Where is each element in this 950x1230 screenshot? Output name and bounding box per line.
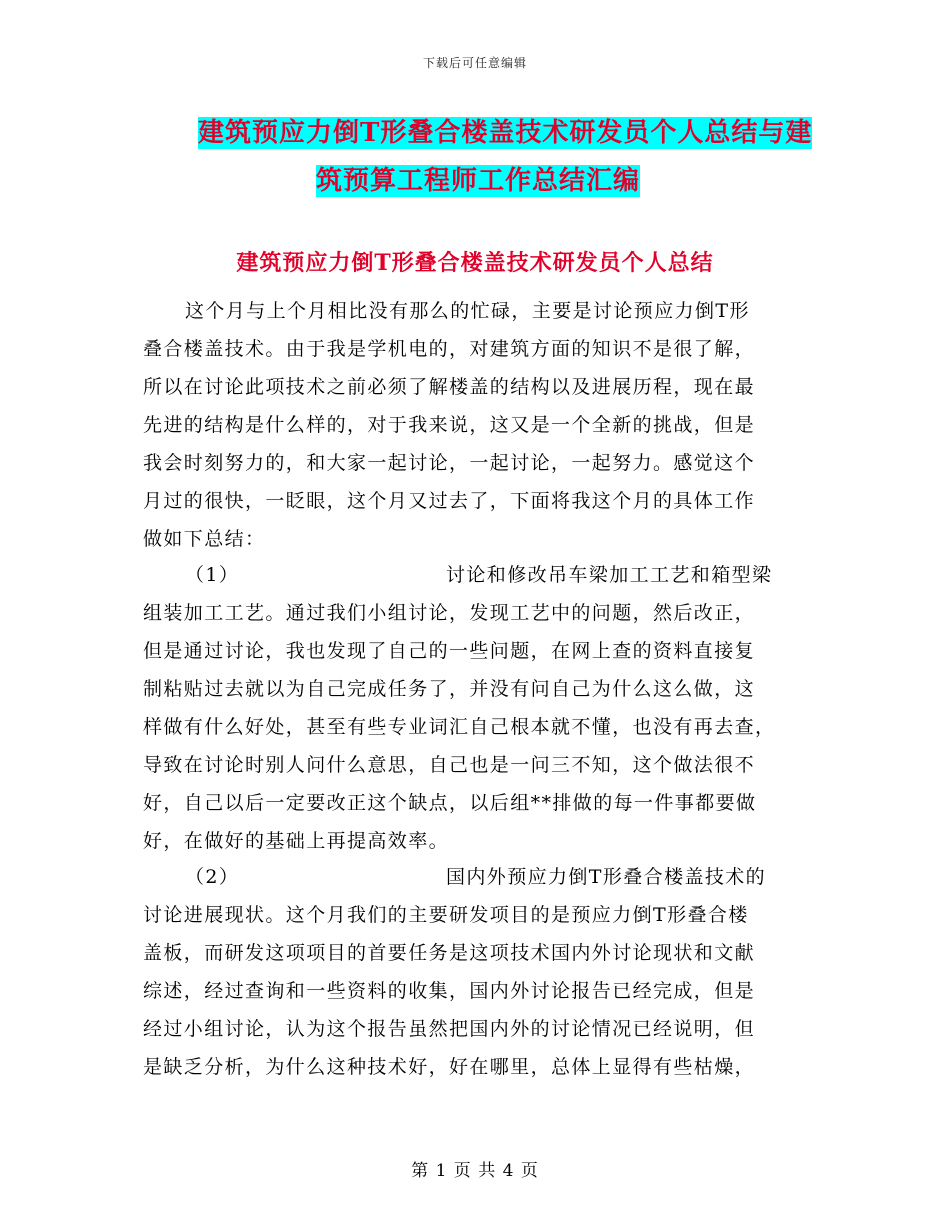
paragraph-line: 所以在讨论此项技术之前必须了解楼盖的结构以及进展历程，现在最 (143, 376, 756, 398)
paragraph-line: 月过的很快，一眨眼，这个月又过去了，下面将我这个月的具体工作 (143, 490, 756, 512)
paragraph-line: 经过小组讨论，认为这个报告虽然把国内外的讨论情况已经说明，但 (143, 1018, 756, 1040)
list-item-number: （1） (185, 564, 240, 586)
paragraph-line: 组装加工工艺。通过我们小组讨论，发现工艺中的问题，然后改正， (143, 602, 756, 624)
paragraph-line: 导致在讨论时别人问什么意思，自己也是一问三不知，这个做法很不 (143, 754, 756, 776)
paragraph-line: 做如下总结： (143, 528, 266, 550)
paragraph-line: 好，在做好的基础上再提高效率。 (143, 830, 450, 852)
paragraph-line: 综述，经过查询和一些资料的收集，国内外讨论报告已经完成，但是 (143, 980, 756, 1002)
document-title-line-1: 建筑预应力倒T形叠合楼盖技术研发员个人总结与建 (198, 118, 813, 148)
paragraph-line: 制粘贴过去就以为自己完成任务了，并没有问自己为什么这么做，这 (143, 678, 756, 700)
document-title-line-2: 筑预算工程师工作总结汇编 (316, 166, 641, 196)
list-item-text: 讨论和修改吊车梁加工工艺和箱型梁 (446, 564, 773, 586)
section-title: 建筑预应力倒T形叠合楼盖技术研发员个人总结 (236, 250, 714, 276)
page-footer: 第 1 页 共 4 页 (411, 1161, 539, 1181)
paragraph-line: 盖板，而研发这项项目的首要任务是这项技术国内外讨论现状和文献 (143, 942, 756, 964)
paragraph-line: 好，自己以后一定要改正这个缺点，以后组**排做的每一件事都要做 (143, 792, 757, 814)
header-note: 下载后可任意编辑 (422, 56, 527, 70)
paragraph-line: 我会时刻努力的，和大家一起讨论，一起讨论，一起努力。感觉这个 (143, 452, 756, 474)
paragraph-line: 但是通过讨论，我也发现了自己的一些问题，在网上查的资料直接复 (143, 640, 756, 662)
paragraph-line: 讨论进展现状。这个月我们的主要研发项目的是预应力倒T形叠合楼 (143, 904, 749, 926)
paragraph-line: 叠合楼盖技术。由于我是学机电的，对建筑方面的知识不是很了解， (143, 338, 756, 360)
paragraph-line: 样做有什么好处，甚至有些专业词汇自己根本就不懂，也没有再去查， (143, 716, 776, 738)
list-item-text: 国内外预应力倒T形叠合楼盖技术的 (446, 866, 767, 888)
paragraph-line: 先进的结构是什么样的，对于我来说，这又是一个全新的挑战，但是 (143, 414, 756, 436)
paragraph-line: 这个月与上个月相比没有那么的忙碌，主要是讨论预应力倒T形 (185, 300, 750, 322)
paragraph-line: 是缺乏分析，为什么这种技术好，好在哪里，总体上显得有些枯燥， (143, 1056, 756, 1078)
list-item-number: （2） (185, 866, 240, 888)
